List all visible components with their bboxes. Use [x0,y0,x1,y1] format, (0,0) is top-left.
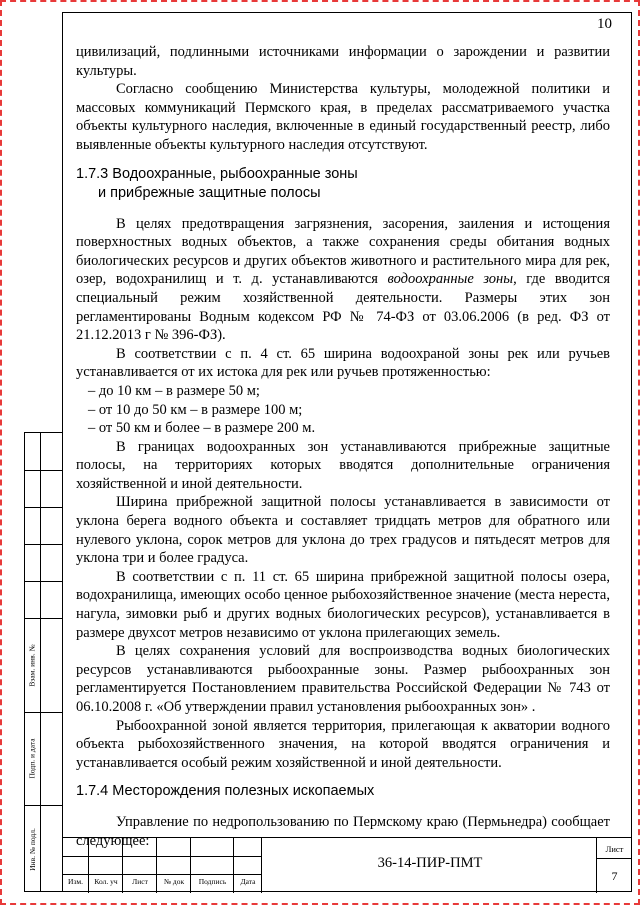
tb-header-list: Лист [132,877,148,886]
stamp-divider [25,581,62,582]
paragraph: Управление по недропользованию по Пермскому краю (Пермьнедра) сообщает следующее: [76,814,610,849]
page-number: 10 [597,16,612,32]
section-heading-1-7-3 [76,165,610,203]
paragraph-text: , где вводится специальный режим хозяйственной деятельности. Размеры этих зон регламентированы Водным кодексом РФ № 74-ФЗ от 03.06.2006 (в ред. ФЗ от 21.12.2013 г № 396-ФЗ). [76,271,610,344]
document-body [76,43,610,851]
stamp-label-podp-data: Подп. и дата [28,738,38,779]
paragraph: Согласно сообщению Министерства культуры, молодежной политики и массовых коммуникаций Пермского края, в пределах рассматриваемого участка объекты культурного наследия, включенные в единый государственный реестр, либо выявленные объекты культурного наследия отсутствуют. [76,81,610,153]
sheet-divider [597,858,632,859]
emphasis-term: водоохранные зоны [387,271,514,288]
paragraph: В целях сохранения условий для воспроизводства водных биологических ресурсов устанавливаются рыбоохранные зоны. Размер рыбоохранных зон регламентируется Постановлением правительства Российской Федерации № 743 от 06.10.2008 г. «Об утверждении правил установления рыбоохранных зон» . [76,643,610,715]
side-stamp [24,432,62,892]
stamp-divider [40,433,41,891]
paragraph: В соответствии с п. 4 ст. 65 ширина водоохраной зоны рек или ручьев устанавливается от их истока для рек или ручьев протяженностью: [76,345,610,381]
section-heading-1-7-4: 1.7.4 Месторождения полезных ископаемых [76,783,375,800]
sheet-box [596,838,632,893]
stamp-divider [25,470,62,471]
paragraph-text: В целях предотвращения загрязнения, засорения, заиления и истощения поверхностных водных объектов, а также сохранения среды обитания водных биологических ресурсов и других объектов животного и растительного мира для рек, озер, водохранилищ и т. д. устанавливаются [76,215,610,288]
paragraph: цивилизаций, подлинными источниками информации о зарождении и развитии культуры. [76,44,610,79]
sheet-label: Лист [605,844,624,854]
sheet-number: 7 [611,869,618,883]
paragraph: Ширина прибрежной защитной полосы устанавливается в зависимости от уклона берега водного объекта и составляет тридцать метров для обратного или нулевого уклона, сорок метров для уклона до трех градусов и пятьдесят метров для уклона три и более градуса. [76,494,610,567]
heading-line: и прибрежные защитные полосы [98,184,321,201]
tb-header-kol-uch: Кол. уч [94,877,118,886]
tb-row-line [62,856,261,857]
paragraph [76,215,610,345]
tb-row-line [62,874,261,875]
heading-line: 1.7.3 Водоохранные, рыбоохранные зоны [76,165,358,182]
list-item: – до 10 км – в размере 50 м; [88,382,260,399]
document-code: 36-14-ПИР-ПМТ [377,855,483,871]
tb-header-data: Дата [240,877,256,886]
paragraph: В границах водоохранных зон устанавливаются прибрежные защитные полосы, на территориях которых вводятся дополнительные ограничения хозяйственной и иной деятельности. [76,438,610,492]
list-item: – от 10 до 50 км – в размере 100 м; [88,401,303,418]
tb-header-ndok: № док [163,877,185,886]
tb-header-podpis: Подпись [198,877,227,886]
stamp-label-inv-podl: Инв. № подл. [28,827,38,871]
stamp-divider [25,544,62,545]
stamp-divider [25,507,62,508]
list-item: – от 50 км и более – в размере 200 м. [88,420,316,437]
stamp-label-vzam-inv: Взам. инв. № [28,643,38,687]
paragraph: В соответствии с п. 11 ст. 65 ширина прибрежной защитной полосы озера, водохранилища, имеющих особо ценное рыбохозяйственное значение (места нереста, нагула, зимовки рыб и других водных биологических ресурсов), устанавливается в размере двухсот метров независимо от уклона прилегающих земель. [76,568,610,641]
paragraph: Рыбоохранной зоной является территория, прилегающая к акватории водного объекта рыбохозяйственного значения, на которой вводятся ограничения и устанавливается особый режим хозяйственной и иной деятельности. [76,717,610,771]
title-block [62,837,632,892]
tb-header-izm: Изм. [68,877,83,886]
